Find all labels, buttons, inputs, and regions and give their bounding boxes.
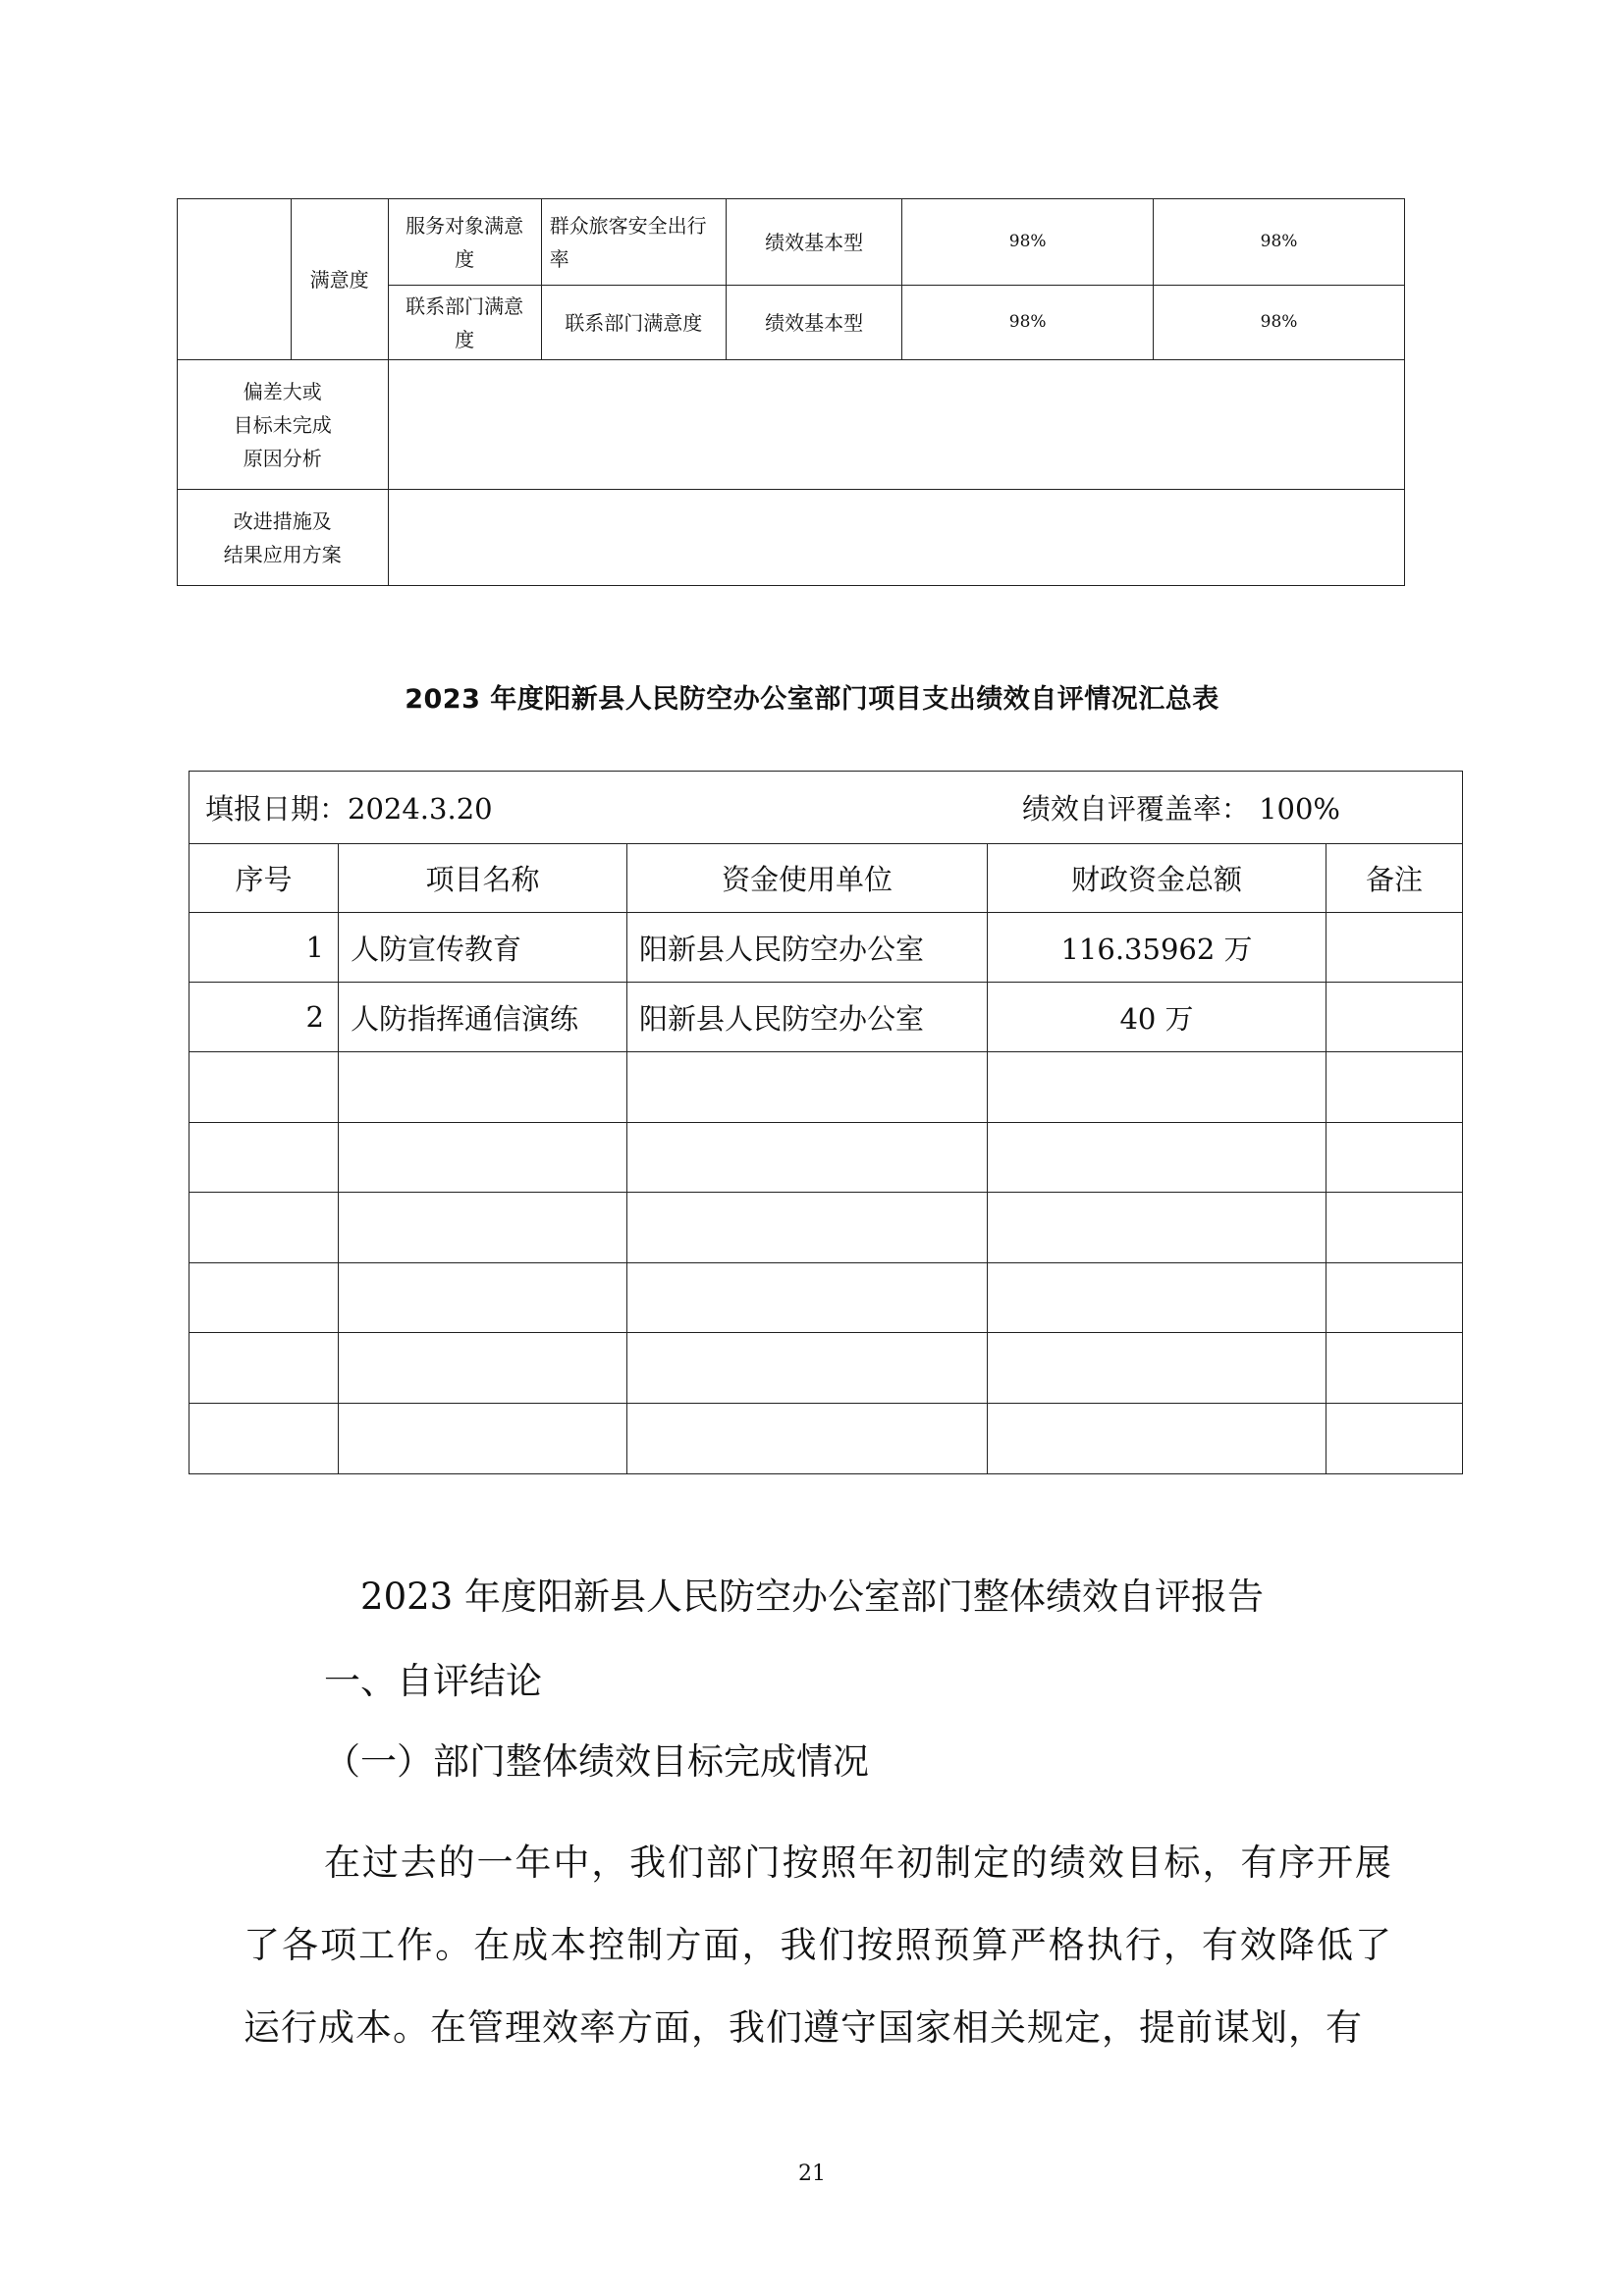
row-number — [189, 1263, 339, 1333]
row-number — [189, 1333, 339, 1404]
row-number — [189, 1193, 339, 1263]
funding-unit — [627, 1404, 988, 1474]
column-header: 备注 — [1326, 844, 1463, 913]
actual-value: 98% — [1154, 286, 1405, 360]
table-row — [178, 199, 1405, 286]
deviation-label-line: 原因分析 — [243, 446, 322, 470]
satisfaction-label: 满意度 — [291, 199, 388, 360]
remark — [1326, 1333, 1463, 1404]
project-name: 人防宣传教育 — [339, 913, 627, 983]
indicator-type: 绩效基本型 — [726, 286, 901, 360]
blank-cell — [178, 199, 292, 360]
target-value: 98% — [902, 286, 1154, 360]
performance-evaluation-table — [177, 198, 1405, 585]
project-name — [339, 1193, 627, 1263]
fund-amount — [988, 1333, 1326, 1404]
table-row — [189, 1263, 1463, 1333]
subsection-heading: （一）部门整体绩效目标完成情况 — [324, 1740, 869, 1783]
column-header: 序号 — [189, 844, 339, 913]
fill-date: 填报日期：2024.3.20 — [205, 792, 493, 826]
deviation-label — [178, 360, 389, 490]
remark — [1326, 913, 1463, 983]
column-header: 项目名称 — [339, 844, 627, 913]
project-name — [339, 1263, 627, 1333]
table-row — [189, 1052, 1463, 1123]
table-row — [189, 1123, 1463, 1193]
table-row — [189, 1333, 1463, 1404]
remark — [1326, 1052, 1463, 1123]
fund-amount: 40 万 — [988, 983, 1326, 1052]
funding-unit: 阳新县人民防空办公室 — [627, 913, 988, 983]
table-header-row — [189, 844, 1463, 913]
fund-amount — [988, 1193, 1326, 1263]
deviation-content — [388, 360, 1404, 490]
remark — [1326, 1193, 1463, 1263]
fund-amount: 116.35962 万 — [988, 913, 1326, 983]
fund-amount — [988, 1263, 1326, 1333]
project-name — [339, 1123, 627, 1193]
indicator-type: 绩效基本型 — [726, 199, 901, 286]
funding-unit — [627, 1263, 988, 1333]
funding-unit — [627, 1052, 988, 1123]
section-heading: 一、自评结论 — [324, 1660, 542, 1702]
remark — [1326, 983, 1463, 1052]
funding-unit: 阳新县人民防空办公室 — [627, 983, 988, 1052]
remark — [1326, 1123, 1463, 1193]
table-row — [189, 1193, 1463, 1263]
actual-value: 98% — [1154, 199, 1405, 286]
table-row — [189, 913, 1463, 983]
project-name — [339, 1404, 627, 1474]
project-summary-table — [189, 771, 1462, 1473]
row-number: 2 — [189, 983, 339, 1052]
row-number — [189, 1123, 339, 1193]
funding-unit — [627, 1333, 988, 1404]
remark — [1326, 1263, 1463, 1333]
funding-unit — [627, 1123, 988, 1193]
body-paragraph: 在过去的一年中，我们部门按照年初制定的绩效目标，有序开展了各项工作。在成本控制方面，我们按照预算严格执行，有效降低了运行成本。在管理效率方面，我们遵守国家相关规定，提前谋划，有 — [244, 1842, 1392, 2049]
coverage-rate: 绩效自评覆盖率： 100% — [1021, 792, 1340, 826]
meta-cell — [189, 772, 1463, 844]
deviation-label-line: 目标未完成 — [233, 412, 332, 437]
indicator-level3: 联系部门满意度 — [541, 286, 726, 360]
project-name: 人防指挥通信演练 — [339, 983, 627, 1052]
report-title: 2023 年度阳新县人民防空办公室部门整体绩效自评报告 — [360, 1575, 1264, 1618]
row-number — [189, 1052, 339, 1123]
indicator-level2: 联系部门满意度 — [388, 286, 541, 360]
table-row — [189, 772, 1463, 844]
table-row — [178, 490, 1405, 586]
improvement-content — [388, 490, 1404, 586]
fund-amount — [988, 1123, 1326, 1193]
project-name — [339, 1052, 627, 1123]
column-header: 财政资金总额 — [988, 844, 1326, 913]
table-row — [178, 360, 1405, 490]
row-number: 1 — [189, 913, 339, 983]
indicator-level3: 群众旅客安全出行率 — [541, 199, 726, 286]
deviation-label-line: 偏差大或 — [243, 379, 322, 403]
improvement-label-line: 改进措施及 — [233, 508, 332, 533]
target-value: 98% — [902, 199, 1154, 286]
funding-unit — [627, 1193, 988, 1263]
page-number: 21 — [798, 2162, 826, 2186]
column-header: 资金使用单位 — [627, 844, 988, 913]
summary-table-title: 2023 年度阳新县人民防空办公室部门项目支出绩效自评情况汇总表 — [405, 684, 1219, 715]
table-row — [189, 983, 1463, 1052]
improvement-label-line: 结果应用方案 — [223, 542, 342, 566]
indicator-level2: 服务对象满意度 — [388, 199, 541, 286]
project-name — [339, 1333, 627, 1404]
table-row — [189, 1404, 1463, 1474]
row-number — [189, 1404, 339, 1474]
fund-amount — [988, 1052, 1326, 1123]
fund-amount — [988, 1404, 1326, 1474]
improvement-label — [178, 490, 389, 586]
remark — [1326, 1404, 1463, 1474]
